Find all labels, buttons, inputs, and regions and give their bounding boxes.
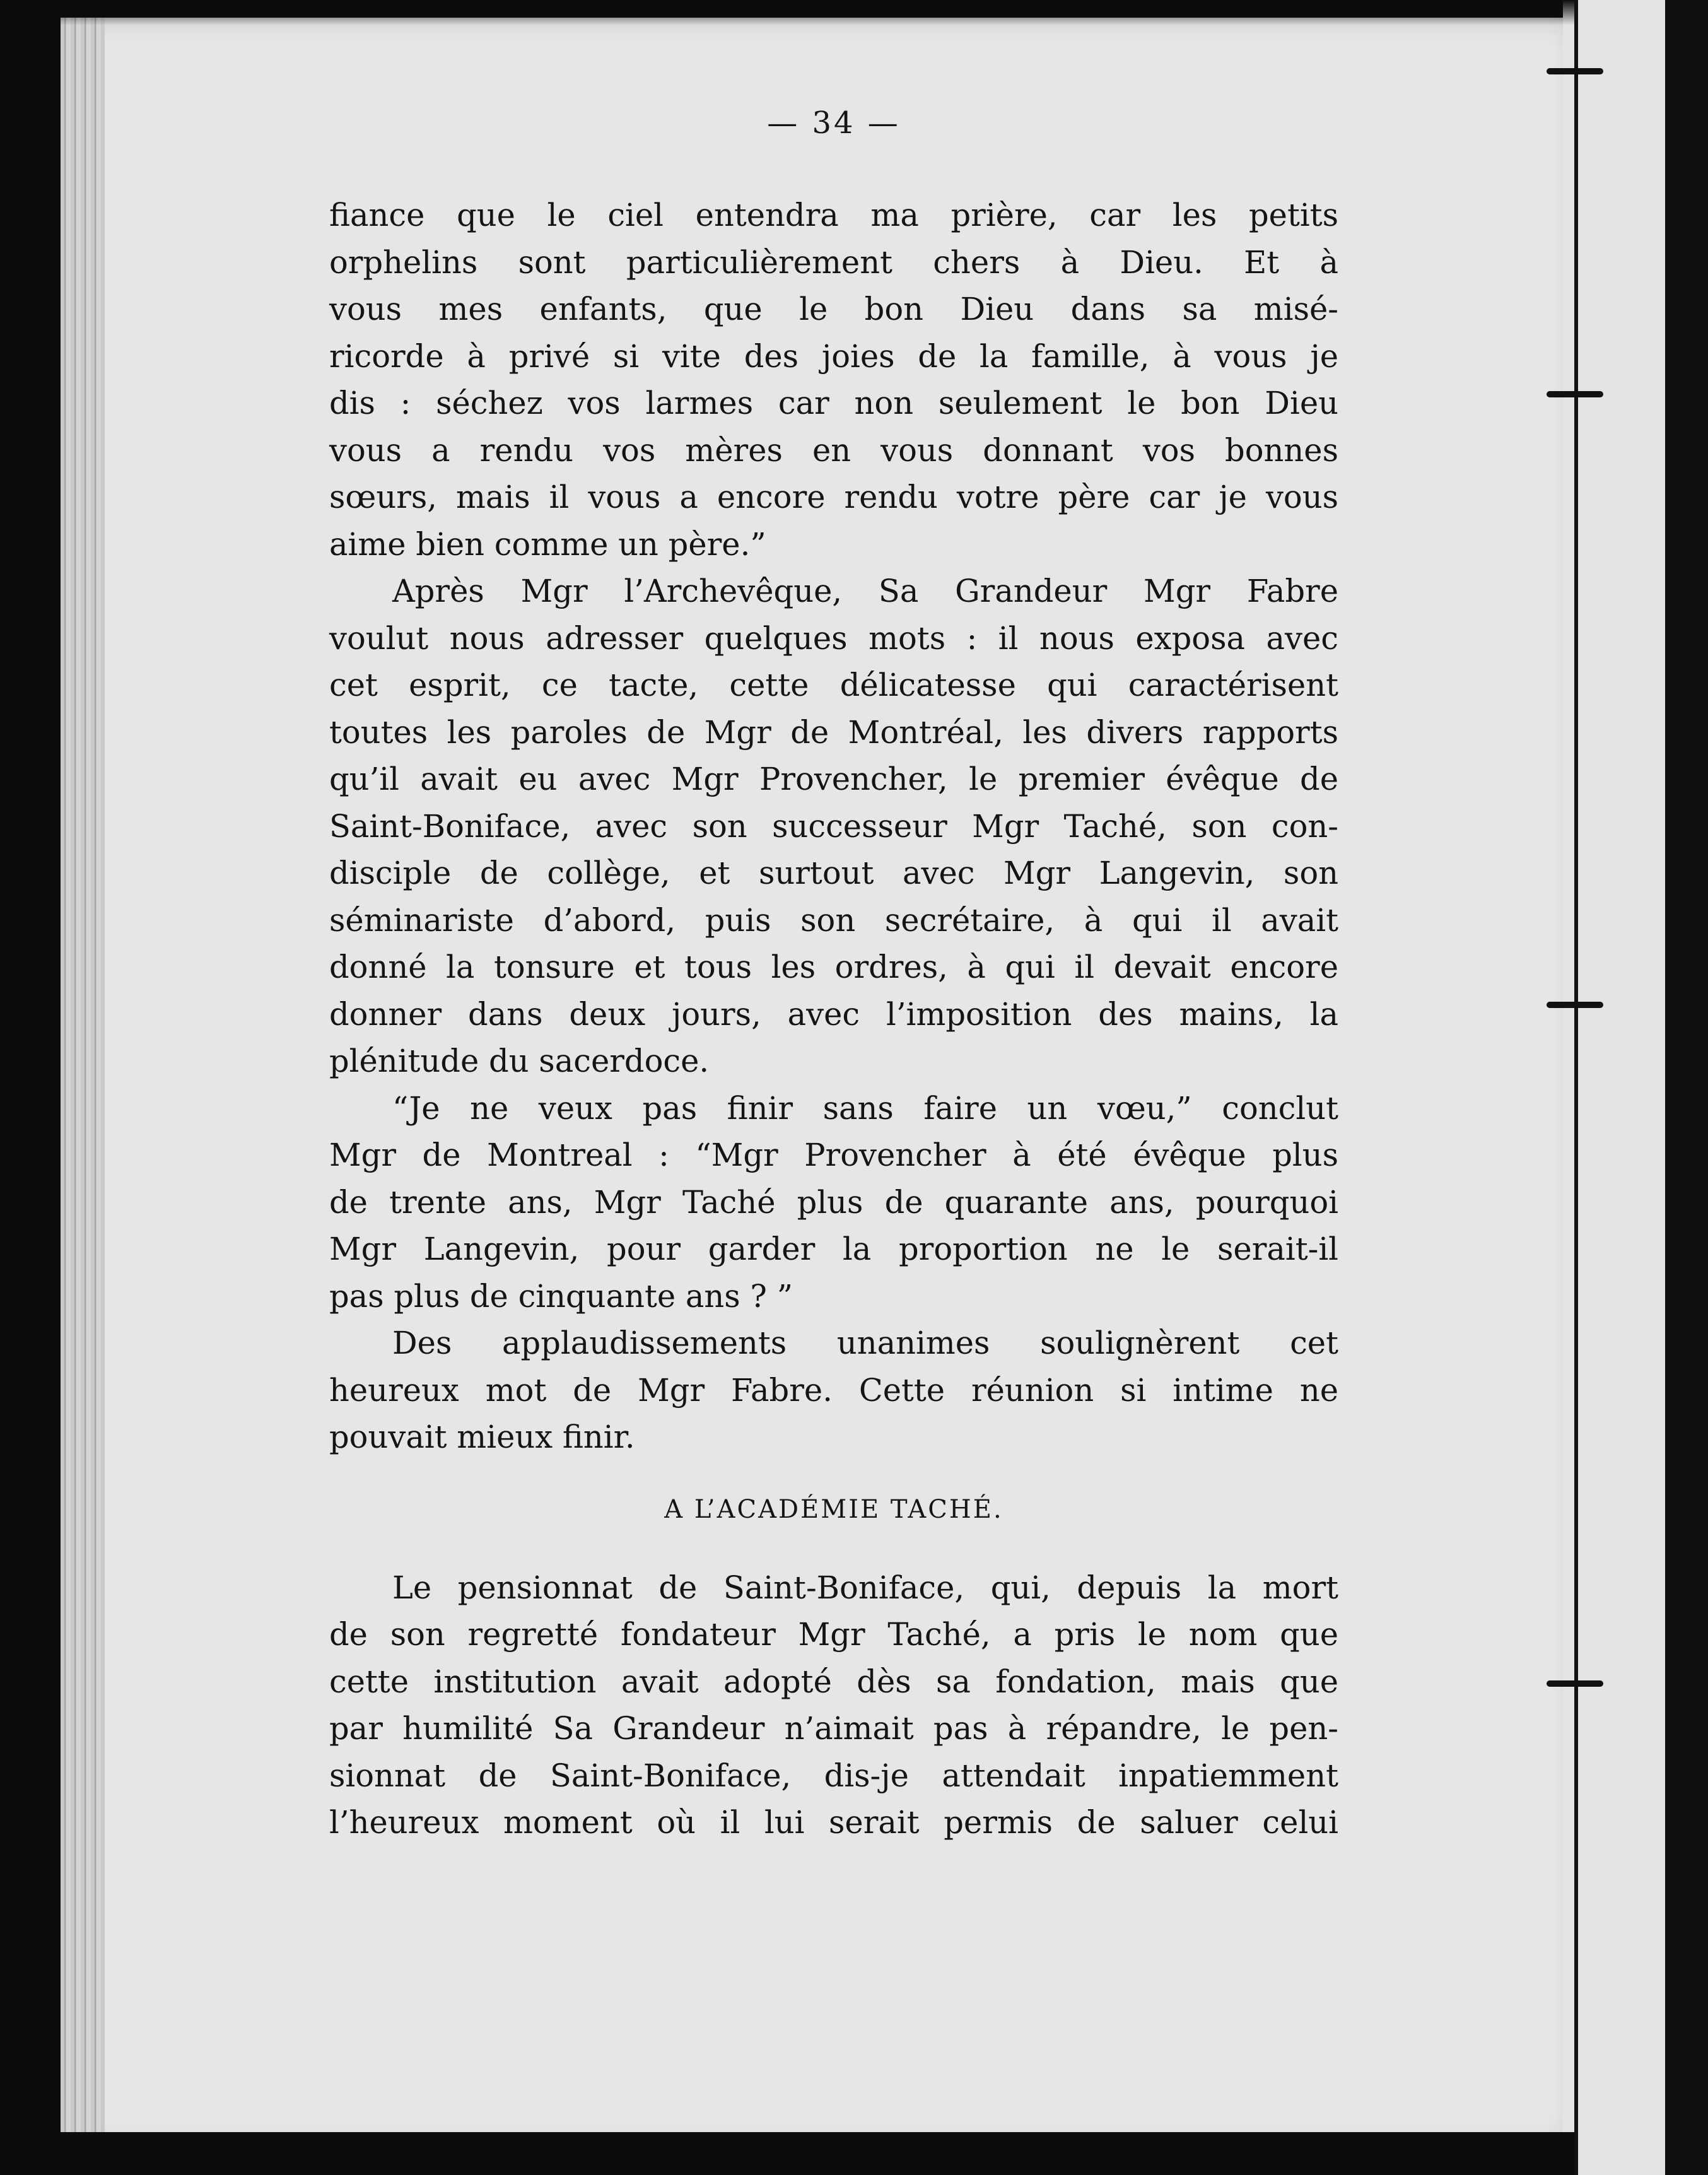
text-line: aime bien comme un père.” (329, 525, 766, 563)
page-number: — 34 — (767, 105, 901, 141)
text-line: vous a rendu vos mères en vous donnant vos bonnes (329, 431, 1338, 469)
section-paragraphs (329, 1564, 1338, 1846)
binding-stitch (1547, 1680, 1603, 1687)
text-line: sœurs, mais il vous a encore rendu votre père car je vous (329, 479, 1338, 515)
text-line: Saint-Boniface, avec son successeur Mgr Taché, son con- (329, 807, 1338, 845)
paragraph (329, 568, 1338, 1085)
top-shadow (61, 0, 1574, 25)
text-line: par humilité Sa Grandeur n’aimait pas à répandre, le pen- (329, 1710, 1338, 1747)
page-edge-leaves (61, 18, 105, 2146)
bottom-shadow (61, 2132, 1574, 2175)
text-line: séminariste d’abord, puis son secrétaire, à qui il avait (329, 901, 1338, 939)
text-line: donner dans deux jours, avec l’imposition des mains, la (329, 995, 1338, 1033)
text-line: pouvait mieux finir. (329, 1419, 635, 1455)
text-line: Le pensionnat de Saint-Boniface, qui, depuis la mort (392, 1569, 1338, 1606)
binding-stitch (1547, 1002, 1603, 1008)
body-paragraphs (329, 192, 1338, 1461)
text-line: cette institution avait adopté dès sa fondation, mais que (329, 1663, 1338, 1700)
text-line: fiance que le ciel entendra ma prière, car les petits (329, 197, 1338, 233)
text-line: plénitude du sacerdoce. (329, 1043, 710, 1079)
text-line: donné la tonsure et tous les ordres, à qui il devait encore (329, 949, 1338, 985)
text-line: toutes les paroles de Mgr de Montréal, les divers rapports (329, 713, 1338, 751)
text-line: “Je ne veux pas finir sans faire un vœu,” conclut (392, 1089, 1338, 1127)
text-line: qu’il avait eu avec Mgr Provencher, le premier évêque de (329, 761, 1338, 797)
text-line: ricorde à privé si vite des joies de la famille, à vous je (329, 337, 1338, 375)
binding-thread (1574, 0, 1578, 2175)
text-line: de trente ans, Mgr Taché plus de quarante ans, pourquoi (329, 1183, 1338, 1221)
text-line: Après Mgr l’Archevêque, Sa Grandeur Mgr Fabre (392, 573, 1338, 609)
text-line: l’heureux moment où il lui serait permis de saluer celui (329, 1804, 1338, 1841)
text-line: de son regretté fondateur Mgr Taché, a pris le nom que (329, 1616, 1338, 1653)
text-line: orphelins sont particulièrement chers à Dieu. Et à (329, 243, 1338, 281)
binding-stitch (1547, 68, 1603, 74)
text-line: vous mes enfants, que le bon Dieu dans sa misé- (329, 291, 1338, 327)
binding-stitch (1547, 391, 1603, 397)
text-line: sionnat de Saint-Boniface, dis-je attendait inpatiemment (329, 1757, 1338, 1794)
paragraph (329, 1085, 1338, 1320)
text-line: Mgr de Montreal : “Mgr Provencher à été évêque plus (329, 1137, 1338, 1173)
text-line: pas plus de cinquante ans ? ” (329, 1277, 793, 1315)
binding-dark-edge (1665, 0, 1708, 2175)
page-text (329, 100, 1338, 1846)
text-line: Mgr Langevin, pour garder la proportion ne le serait-il (329, 1231, 1338, 1267)
section-heading: A L’ACADÉMIE TACHÉ. (664, 1494, 1003, 1524)
text-line: voulut nous adresser quelques mots : il nous exposa avec (329, 619, 1338, 657)
paragraph (329, 192, 1338, 568)
text-line: Des applaudissements unanimes soulignèrent cet (392, 1325, 1338, 1361)
text-line: disciple de collège, et surtout avec Mgr Langevin, son (329, 855, 1338, 891)
text-line: cet esprit, ce tacte, cette délicatesse qui caractérisent (329, 667, 1338, 703)
paragraph (329, 1564, 1338, 1846)
text-line: dis : séchez vos larmes car non seulement le bon Dieu (329, 385, 1338, 421)
paragraph (329, 1320, 1338, 1461)
text-line: heureux mot de Mgr Fabre. Cette réunion si intime ne (329, 1371, 1338, 1409)
